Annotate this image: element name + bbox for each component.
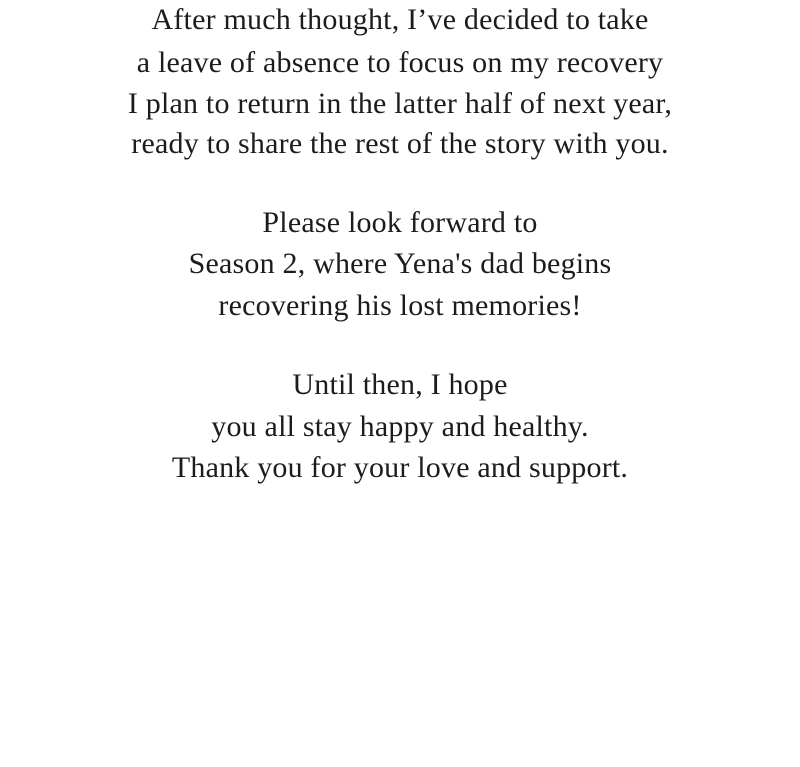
paragraph1-line3: I plan to return in the latter half of next year, (127, 87, 673, 120)
paragraph3-line2: you all stay happy and healthy. (211, 410, 589, 443)
paragraph2-line3: recovering his lost memories! (218, 289, 582, 322)
paragraph3-line3: Thank you for your love and support. (171, 451, 629, 484)
paragraph1-line4: ready to share the rest of the story with you. (131, 127, 669, 160)
paragraph1-line1: After much thought, I’ve decided to take (151, 3, 649, 36)
paragraph2-line1: Please look forward to (262, 206, 538, 239)
paragraph3-line1: Until then, I hope (292, 368, 508, 401)
paragraph2-line2: Season 2, where Yena's dad begins (188, 247, 612, 280)
paragraph1-line2: a leave of absence to focus on my recovery (136, 46, 664, 79)
